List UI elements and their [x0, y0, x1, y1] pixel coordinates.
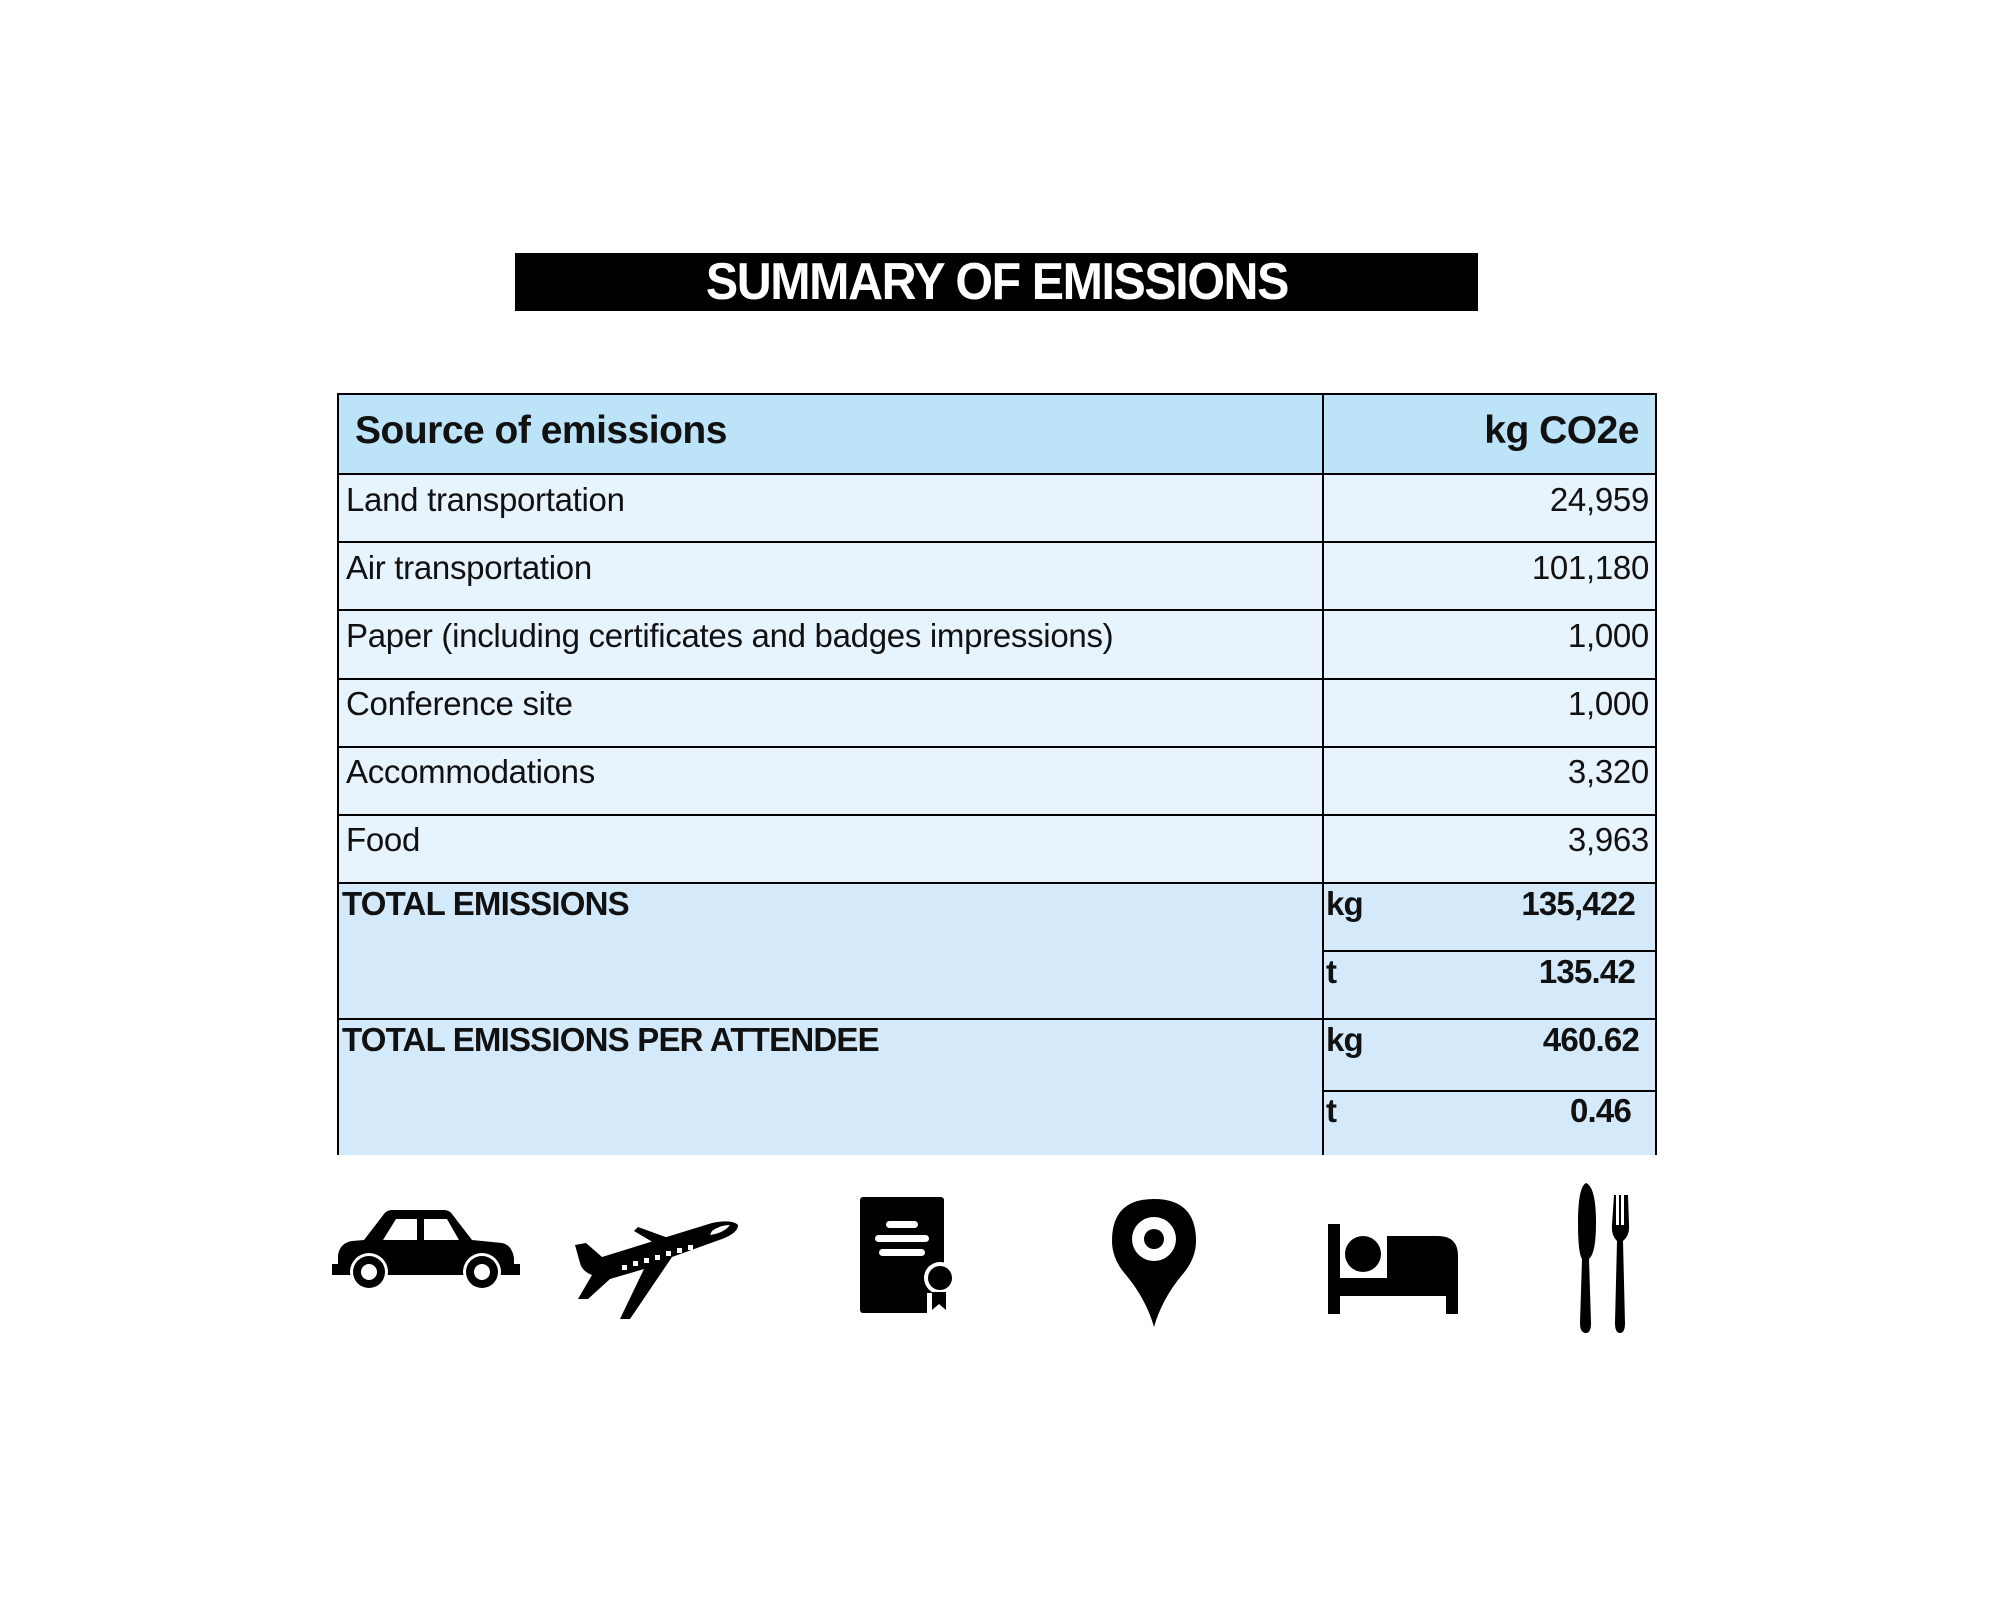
row-divider [339, 541, 1655, 543]
row-divider [339, 746, 1655, 748]
cutlery-icon [1576, 1183, 1636, 1333]
row-divider [339, 473, 1655, 475]
total-emissions-kg: 135,422 [1521, 885, 1635, 922]
airplane-icon [572, 1203, 742, 1323]
table-row-value: 3,963 [1567, 821, 1649, 858]
row-divider [339, 882, 1655, 884]
header-source: Source of emissions [355, 409, 727, 452]
row-divider [339, 1018, 1655, 1020]
certificate-icon [860, 1197, 956, 1317]
page-title: SUMMARY OF EMISSIONS [705, 253, 1288, 311]
table-row-source: Air transportation [346, 549, 592, 586]
row-divider [339, 609, 1655, 611]
table-row-value: 1,000 [1567, 617, 1649, 654]
total-emissions-unit-t: t [1326, 953, 1337, 990]
total-emissions-label: TOTAL EMISSIONS [342, 885, 629, 922]
per-attendee-unit-t: t [1326, 1092, 1337, 1129]
total-emissions-unit-kg: kg [1326, 885, 1363, 922]
table-row-value: 24,959 [1549, 481, 1649, 518]
per-attendee-kg: 460.62 [1542, 1021, 1639, 1058]
table-row-source: Accommodations [346, 753, 595, 790]
table-row-value: 3,320 [1567, 753, 1649, 790]
table-row-source: Conference site [346, 685, 573, 722]
row-divider [1323, 950, 1657, 952]
location-pin-icon [1112, 1199, 1196, 1327]
per-attendee-unit-kg: kg [1326, 1021, 1363, 1058]
car-icon [332, 1210, 520, 1296]
table-row-source: Paper (including certificates and badges impressions) [346, 617, 1114, 654]
table-row-value: 1,000 [1567, 685, 1649, 722]
table-row-source: Food [346, 821, 421, 858]
table-row-source: Land transportation [346, 481, 625, 518]
row-divider [1323, 1090, 1657, 1092]
per-attendee-t: 0.46 [1569, 1092, 1631, 1129]
per-attendee-label: TOTAL EMISSIONS PER ATTENDEE [342, 1021, 879, 1058]
column-divider [1322, 395, 1324, 1155]
total-emissions-t: 135.42 [1538, 953, 1635, 990]
bed-icon [1328, 1224, 1460, 1316]
row-divider [339, 814, 1655, 816]
emissions-table [337, 393, 1657, 1155]
page-title-bar [515, 253, 1478, 311]
table-row-value: 101,180 [1531, 549, 1649, 586]
header-value: kg CO2e [1484, 409, 1639, 452]
row-divider [339, 678, 1655, 680]
